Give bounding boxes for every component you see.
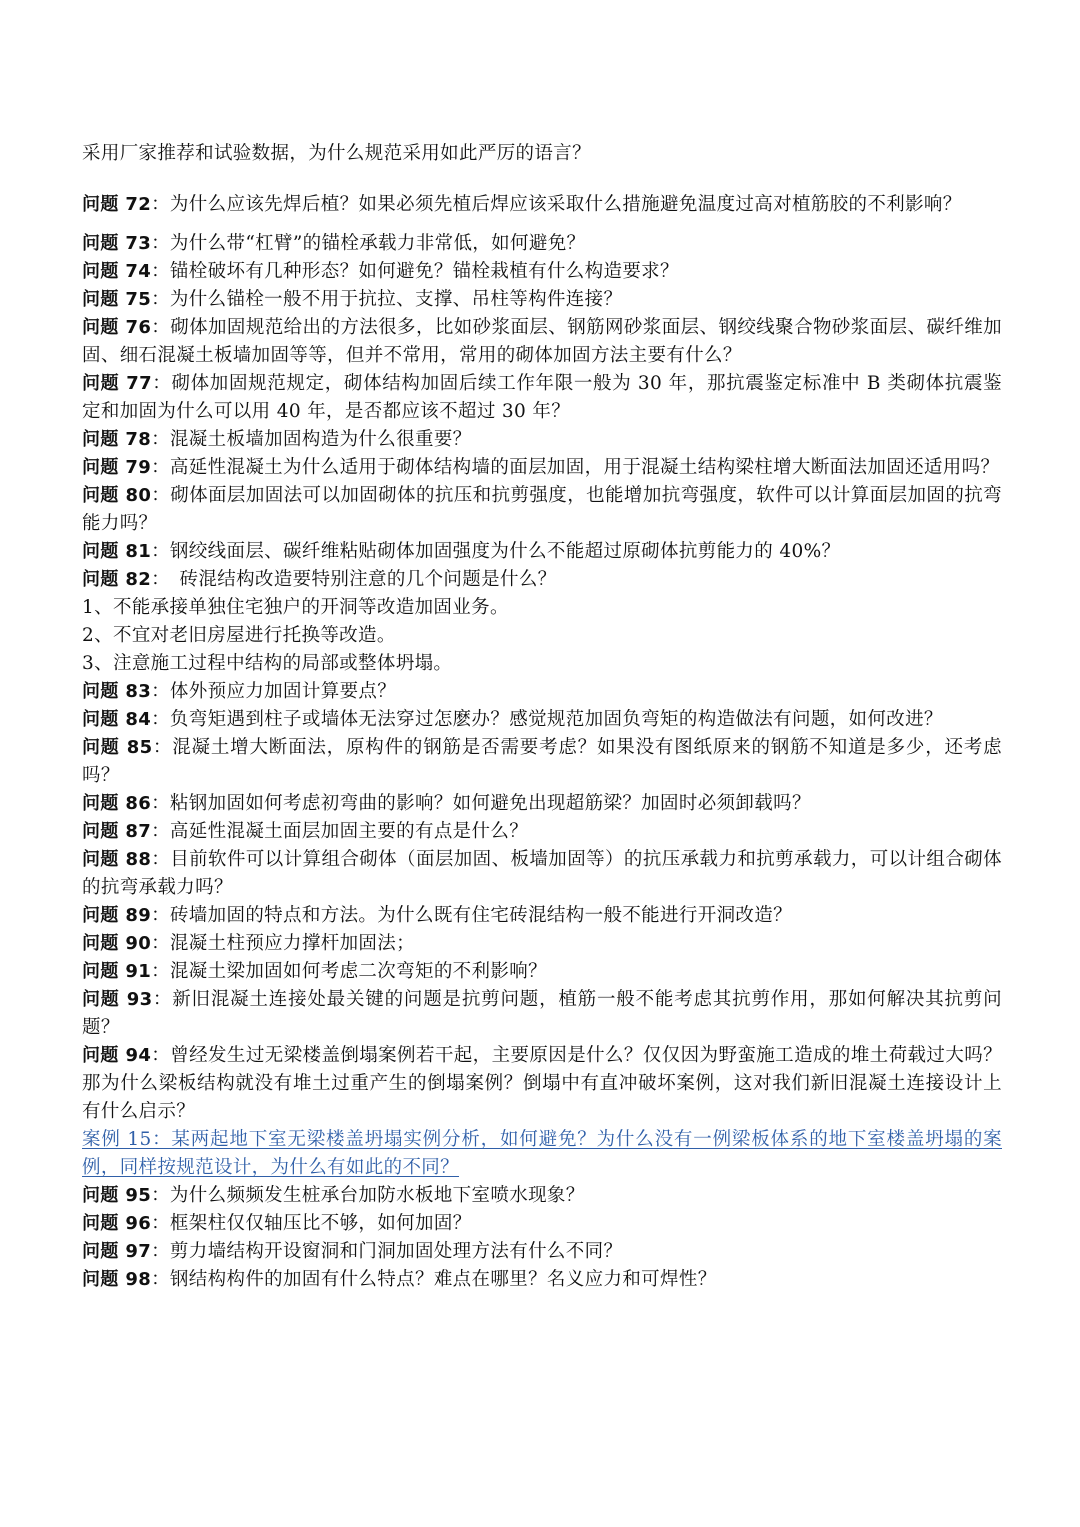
question-text: ：混凝土增大断面法，原构件的钢筋是否需要考虑？如果没有图纸原来的钢筋不知道是多少，还考虑吗？ bbox=[82, 737, 1002, 786]
question-label: 问题 86 bbox=[82, 793, 152, 814]
question-label: 问题 87 bbox=[82, 821, 152, 842]
question-label: 问题 80 bbox=[82, 485, 152, 506]
question-79 bbox=[82, 454, 1002, 482]
question-text: ：混凝土梁加固如何考虑二次弯矩的不利影响？ bbox=[151, 961, 547, 982]
case-15-link[interactable]: 案例 15：某两起地下室无梁楼盖坍塌实例分析，如何避免？为什么没有一例梁板体系的地下室楼盖坍塌的案例，同样按规范设计，为什么有如此的不同？ bbox=[82, 1129, 1002, 1178]
list-item-3: 3、注意施工过程中结构的局部或整体坍塌。 bbox=[82, 653, 453, 674]
question-text: ： 砖混结构改造要特别注意的几个问题是什么？ bbox=[151, 569, 557, 590]
question-label: 问题 98 bbox=[82, 1269, 152, 1290]
question-text: ：曾经发生过无梁楼盖倒塌案例若干起，主要原因是什么？仅仅因为野蛮施工造成的堆土荷载过大吗？那为什么梁板结构就没有堆土过重产生的倒塌案例？倒塌中有直冲破坏案例，这对我们新旧混凝土连接设计上有什么启示？ bbox=[82, 1045, 1002, 1122]
question-label: 问题 77 bbox=[82, 373, 152, 394]
question-text: ：高延性混凝土面层加固主要的有点是什么？ bbox=[151, 821, 529, 842]
question-89 bbox=[82, 902, 1002, 930]
list-item-1: 1、不能承接单独住宅独户的开洞等改造加固业务。 bbox=[82, 597, 509, 618]
question-text: ：为什么频频发生桩承台加防水板地下室喷水现象？ bbox=[151, 1185, 585, 1206]
question-text: ：为什么锚栓一般不用于抗拉、支撑、吊柱等构件连接？ bbox=[151, 289, 623, 310]
question-93 bbox=[82, 986, 1002, 1042]
question-90 bbox=[82, 930, 1002, 958]
question-76 bbox=[82, 314, 1002, 370]
question-text: ：锚栓破坏有几种形态？如何避免？锚栓栽植有什么构造要求？ bbox=[151, 261, 679, 282]
question-72 bbox=[82, 184, 1002, 226]
question-text: ：砖墙加固的特点和方法。为什么既有住宅砖混结构一般不能进行开洞改造？ bbox=[151, 905, 792, 926]
question-text: ：砌体加固规范给出的方法很多，比如砂浆面层、钢筋网砂浆面层、钢绞线聚合物砂浆面层、碳纤维加固、细石混凝土板墙加固等等，但并不常用，常用的砌体加固方法主要有什么？ bbox=[82, 317, 1002, 366]
question-text: ：钢结构构件的加固有什么特点？难点在哪里？名义应力和可焊性？ bbox=[151, 1269, 717, 1290]
question-label: 问题 94 bbox=[82, 1045, 152, 1066]
question-text: ：砌体加固规范规定，砌体结构加固后续工作年限一般为 30 年，那抗震鉴定标准中 B 类砌体抗震鉴定和加固为什么可以用 40 年，是否都应该不超过 30 年？ bbox=[82, 373, 1002, 422]
question-label: 问题 79 bbox=[82, 457, 152, 478]
question-73 bbox=[82, 230, 1002, 258]
question-75 bbox=[82, 286, 1002, 314]
question-96 bbox=[82, 1210, 1002, 1238]
question-label: 问题 90 bbox=[82, 933, 152, 954]
question-97 bbox=[82, 1238, 1002, 1266]
question-81 bbox=[82, 538, 1002, 566]
question-label: 问题 72 bbox=[82, 194, 152, 215]
question-label: 问题 83 bbox=[82, 681, 152, 702]
question-88 bbox=[82, 846, 1002, 902]
question-78 bbox=[82, 426, 1002, 454]
question-77 bbox=[82, 370, 1002, 426]
question-label: 问题 82 bbox=[82, 569, 152, 590]
list-item-2: 2、不宜对老旧房屋进行托换等改造。 bbox=[82, 625, 396, 646]
question-label: 问题 91 bbox=[82, 961, 152, 982]
question-80 bbox=[82, 482, 1002, 538]
question-label: 问题 88 bbox=[82, 849, 152, 870]
question-91 bbox=[82, 958, 1002, 986]
question-label: 问题 73 bbox=[82, 233, 152, 254]
question-text: ：砌体面层加固法可以加固砌体的抗压和抗剪强度，也能增加抗弯强度，软件可以计算面层加固的抗弯能力吗？ bbox=[82, 485, 1002, 534]
question-text: ：新旧混凝土连接处最关键的问题是抗剪问题，植筋一般不能考虑其抗剪作用，那如何解决其抗剪问题？ bbox=[82, 989, 1002, 1038]
question-83 bbox=[82, 678, 1002, 706]
question-text: ：高延性混凝土为什么适用于砌体结构墙的面层加固，用于混凝土结构梁柱增大断面法加固还适用吗？ bbox=[151, 457, 1000, 478]
question-text: ：目前软件可以计算组合砌体（面层加固、板墙加固等）的抗压承载力和抗剪承载力，可以计组合砌体的抗弯承载力吗？ bbox=[82, 849, 1002, 898]
paragraph-lead: 采用厂家推荐和试验数据，为什么规范采用如此严厉的语言？ bbox=[82, 143, 591, 164]
question-text: ：剪力墙结构开设窗洞和门洞加固处理方法有什么不同？ bbox=[151, 1241, 623, 1262]
question-text: ：混凝土板墙加固构造为什么很重要？ bbox=[151, 429, 472, 450]
question-text: ：为什么带“杠臂”的锚栓承载力非常低，如何避免？ bbox=[151, 233, 586, 254]
document-body bbox=[82, 138, 1002, 1294]
question-text: ：负弯矩遇到柱子或墙体无法穿过怎麽办？感觉规范加固负弯矩的构造做法有问题，如何改进？ bbox=[151, 709, 943, 730]
question-label: 问题 97 bbox=[82, 1241, 152, 1262]
question-label: 问题 84 bbox=[82, 709, 152, 730]
question-label: 问题 74 bbox=[82, 261, 152, 282]
question-text: ：为什么应该先焊后植？如果必须先植后焊应该采取什么措施避免温度过高对植筋胶的不利影响？ bbox=[151, 194, 962, 215]
question-text: ：钢绞线面层、碳纤维粘贴砌体加固强度为什么不能超过原砌体抗剪能力的 40%？ bbox=[151, 541, 841, 562]
question-82 bbox=[82, 566, 1002, 594]
question-label: 问题 81 bbox=[82, 541, 152, 562]
question-85 bbox=[82, 734, 1002, 790]
question-87 bbox=[82, 818, 1002, 846]
question-label: 问题 89 bbox=[82, 905, 152, 926]
question-95 bbox=[82, 1182, 1002, 1210]
question-84 bbox=[82, 706, 1002, 734]
question-label: 问题 85 bbox=[82, 737, 153, 758]
question-text: ：粘钢加固如何考虑初弯曲的影响？如何避免出现超筋梁？加固时必须卸载吗？ bbox=[151, 793, 811, 814]
question-label: 问题 96 bbox=[82, 1213, 152, 1234]
question-label: 问题 93 bbox=[82, 989, 153, 1010]
question-label: 问题 78 bbox=[82, 429, 152, 450]
question-74 bbox=[82, 258, 1002, 286]
question-label: 问题 75 bbox=[82, 289, 152, 310]
question-label: 问题 95 bbox=[82, 1185, 152, 1206]
question-98 bbox=[82, 1266, 1002, 1294]
question-text: ：体外预应力加固计算要点？ bbox=[151, 681, 397, 702]
question-86 bbox=[82, 790, 1002, 818]
question-94 bbox=[82, 1042, 1002, 1126]
case-15-link-paragraph bbox=[82, 1126, 1002, 1182]
question-text: ：混凝土柱预应力撑杆加固法； bbox=[151, 933, 415, 954]
question-label: 问题 76 bbox=[82, 317, 152, 338]
question-text: ：框架柱仅仅轴压比不够，如何加固？ bbox=[151, 1213, 472, 1234]
